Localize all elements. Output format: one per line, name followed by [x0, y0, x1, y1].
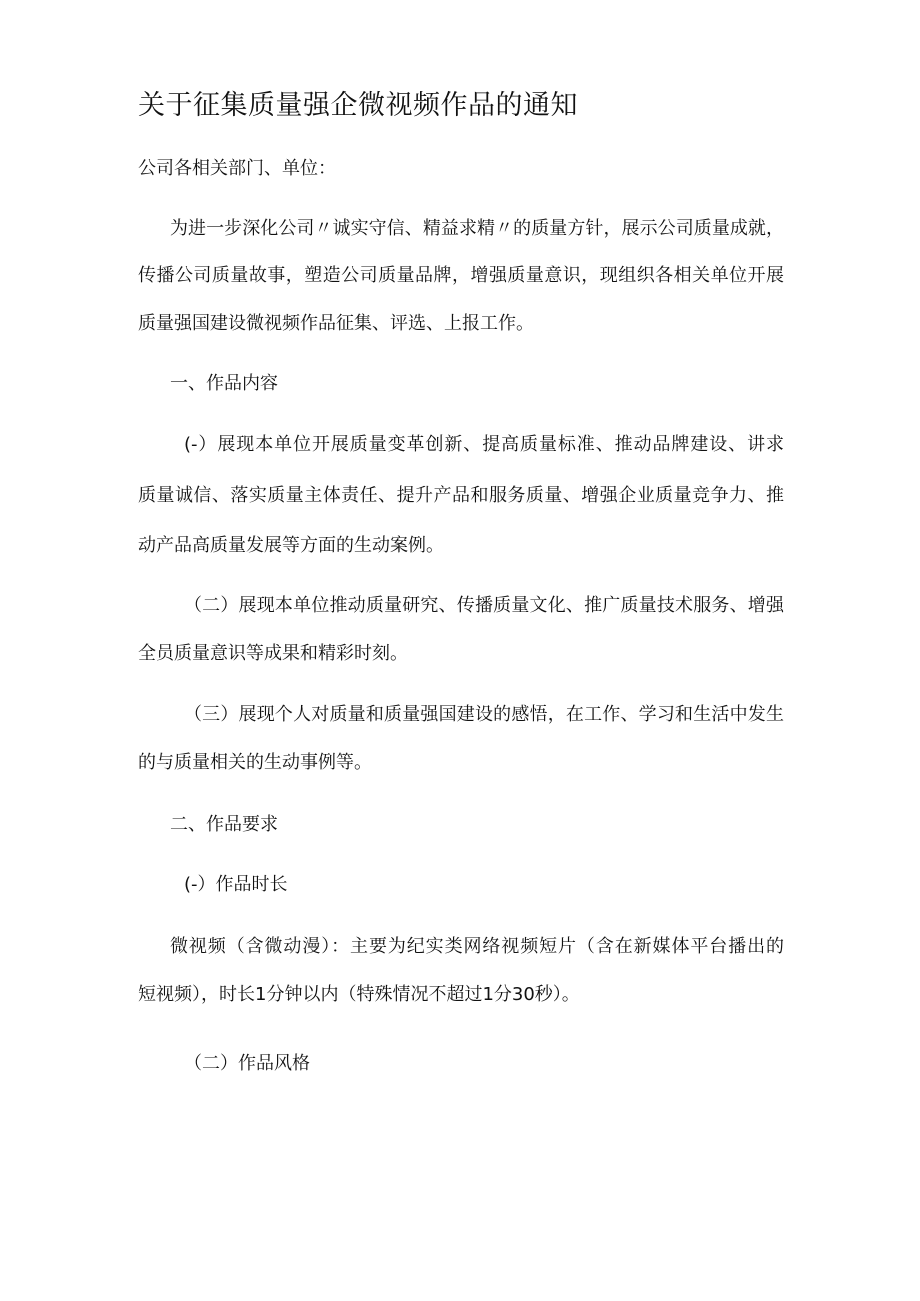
content-item-3-line-2: 的与质量相关的生动事例等。: [138, 752, 372, 773]
content-item-1-line-3: 动产品高质量发展等方面的生动案例。: [138, 535, 444, 556]
duration-line-1: 微视频（含微动漫）：主要为纪实类网络视频短片（含在新媒体平台播出的: [170, 936, 784, 957]
section-heading-content: 一、作品内容: [170, 373, 278, 394]
content-item-3-line-1: （三）展现个人对质量和质量强国建设的感悟，在工作、学习和生活中发生: [184, 704, 784, 725]
content-item-2-line-2: 全员质量意识等成果和精彩时刻。: [138, 643, 408, 664]
content-item-1-line-1: (-）展现本单位开展质量变革创新、提高质量标准、推动品牌建设、讲求: [184, 434, 784, 455]
intro-line-1: 为进一步深化公司〃诚实守信、精益求精〃的质量方针，展示公司质量成就，: [170, 218, 784, 239]
subsection-heading-style: （二）作品风格: [184, 1053, 310, 1074]
intro-line-3: 质量强国建设微视频作品征集、评选、上报工作。: [138, 313, 534, 334]
intro-line-2: 传播公司质量故事，塑造公司质量品牌，增强质量意识，现组织各相关单位开展: [138, 265, 784, 286]
content-item-2-line-1: （二）展现本单位推动质量研究、传播质量文化、推广质量技术服务、增强: [184, 595, 784, 616]
document-title: 关于征集质量强企微视频作品的通知: [138, 90, 578, 121]
subsection-heading-duration: (-）作品时长: [184, 874, 288, 895]
salutation: 公司各相关部门、单位：: [138, 158, 336, 179]
section-heading-requirements: 二、作品要求: [170, 814, 278, 835]
duration-line-2: 短视频），时长1分钟以内（特殊情况不超过1分30秒）。: [138, 984, 580, 1005]
content-item-1-line-2: 质量诚信、落实质量主体责任、提升产品和服务质量、增强企业质量竞争力、推: [138, 485, 784, 506]
